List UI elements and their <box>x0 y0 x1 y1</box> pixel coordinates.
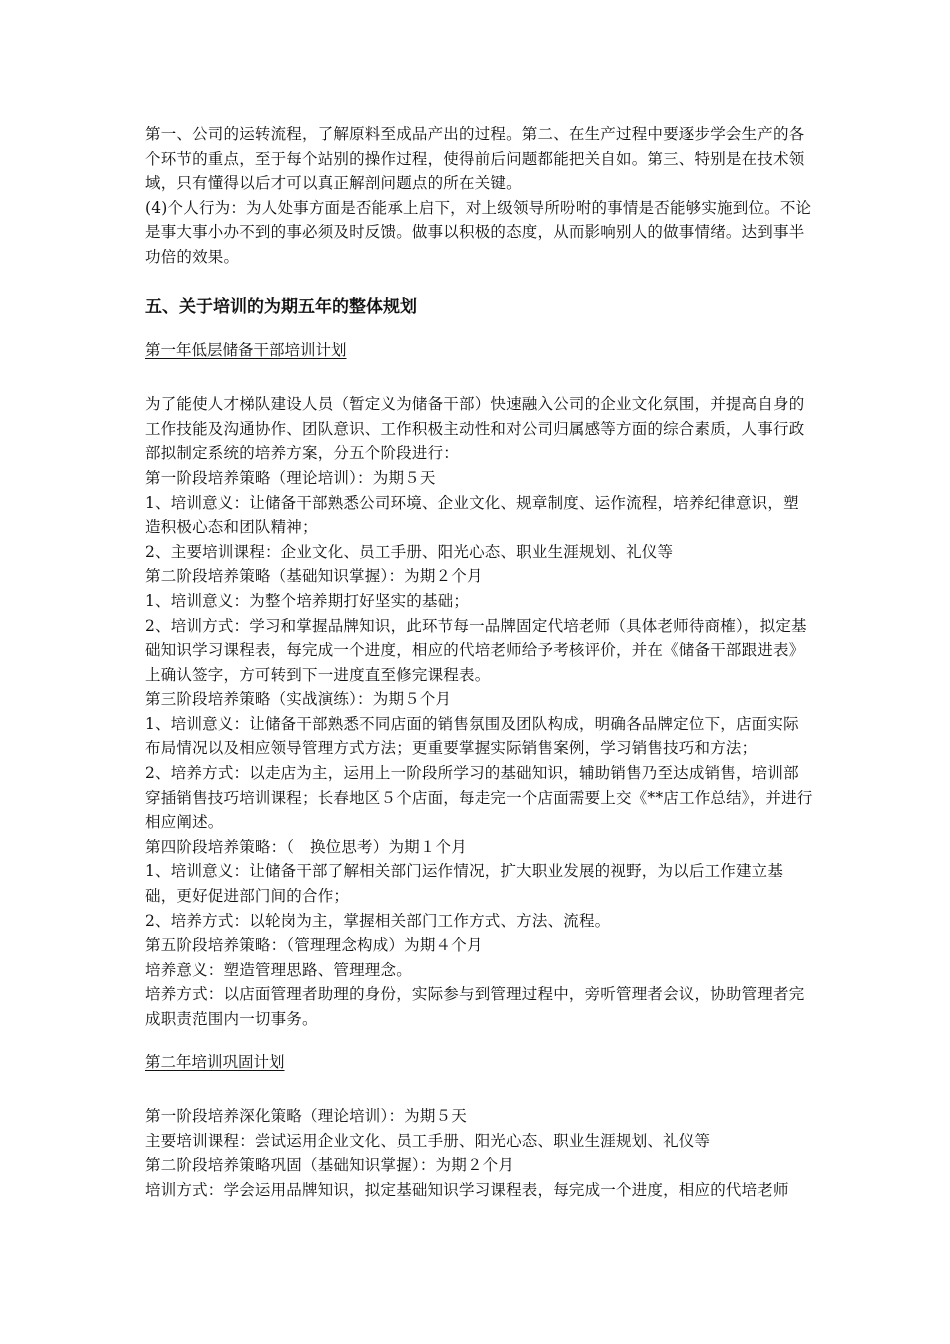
year1-paragraph: 第四阶段培养策略：（ 换位思考）为期１个月 <box>145 837 467 856</box>
year2-body <box>145 1104 813 1202</box>
year2-title: 第二年培训巩固计划 <box>145 1052 285 1071</box>
document-page <box>145 122 813 1203</box>
year1-paragraph: 第五阶段培养策略：（管理理念构成）为期４个月 <box>145 936 483 955</box>
year1-paragraph: 2、主要培训课程：企业文化、员工手册、阳光心态、职业生涯规划、礼仪等 <box>145 542 674 561</box>
intro-block <box>145 122 813 270</box>
year2-paragraph: 第二阶段培养策略巩固（基础知识掌握）：为期２个月 <box>145 1156 515 1175</box>
year1-paragraph: 2、培训方式：学习和掌握品牌知识，此环节每一品牌固定代培老师（具体老师待商榷），拟定基础知识学习课程表，每完成一个进度，相应的代培老师给予考核评价，并在《储备干部跟进表》上确认签字，方可转到下一进度直至修完课程表。 <box>145 616 807 684</box>
year1-paragraph: 2、培养方式：以轮岗为主，掌握相关部门工作方式、方法、流程。 <box>145 911 611 930</box>
spacer <box>145 1074 813 1104</box>
year2-paragraph: 第一阶段培养深化策略（理论培训）：为期５天 <box>145 1107 467 1126</box>
year1-paragraph: 第一阶段培养策略（理论培训）：为期５天 <box>145 468 436 487</box>
section-heading: 五、关于培训的为期五年的整体规划 <box>145 296 417 317</box>
year1-paragraph: 培养意义：塑造管理思路、管理理念。 <box>145 960 412 979</box>
year1-paragraph: 1、培训意义：让储备干部熟悉不同店面的销售氛围及团队构成，明确各品牌定位下，店面实际布局情况以及相应领导管理方式方法；更重要掌握实际销售案例，学习销售技巧和方法； <box>145 714 799 758</box>
year1-paragraph: 第二阶段培养策略（基础知识掌握）：为期２个月 <box>145 567 483 586</box>
year1-paragraph: 2、培养方式：以走店为主，运用上一阶段所学习的基础知识，辅助销售乃至达成销售，培训部穿插销售技巧培训课程；长春地区５个店面，每走完一个店面需要上交《**店工作总结》，并进行相应阐述。 <box>145 764 813 832</box>
spacer <box>145 362 813 392</box>
year1-paragraph: 第三阶段培养策略（实战演练）：为期５个月 <box>145 690 452 709</box>
year1-paragraph: 1、培训意义：为整个培养期打好坚实的基础； <box>145 591 470 610</box>
year2-paragraph: 培训方式：学会运用品牌知识，拟定基础知识学习课程表，每完成一个进度，相应的代培老师 <box>145 1180 789 1199</box>
year1-paragraph: 为了能使人才梯队建设人员（暂定义为储备干部）快速融入公司的企业文化氛围，并提高自身的工作技能及沟通协作、团队意识、工作积极主动性和对公司归属感等方面的综合素质，人事行政部拟制定系统的培养方案，分五个阶段进行： <box>145 395 805 463</box>
year1-body <box>145 392 813 1031</box>
intro-paragraph-1: 第一、公司的运转流程，了解原料至成品产出的过程。第二、在生产过程中要逐步学会生产的各个环节的重点，至于每个站别的操作过程，使得前后问题都能把关自如。第三、特别是在技术领域，只有懂得以后才可以真正解剖问题点的所在关键。 <box>145 125 805 193</box>
year1-paragraph: 培养方式：以店面管理者助理的身份，实际参与到管理过程中，旁听管理者会议，协助管理者完成职责范围内一切事务。 <box>145 985 805 1028</box>
year1-title: 第一年低层储备干部培训计划 <box>145 340 347 359</box>
intro-paragraph-2: (4)个人行为：为人处事方面是否能承上启下，对上级领导所吩咐的事情是否能够实施到位。不论是事大事小办不到的事必须及时反馈。做事以积极的态度，从而影响别人的做事情绪。达到事半功倍的效果。 <box>145 198 812 266</box>
year2-paragraph: 主要培训课程：尝试运用企业文化、员工手册、阳光心态、职业生涯规划、礼仪等 <box>145 1131 711 1150</box>
year1-paragraph: 1、培训意义：让储备干部了解相关部门运作情况，扩大职业发展的视野，为以后工作建立基础，更好促进部门间的合作； <box>145 862 784 906</box>
year1-paragraph: 1、培训意义：让储备干部熟悉公司环境、企业文化、规章制度、运作流程，培养纪律意识，塑造积极心态和团队精神； <box>145 493 799 537</box>
